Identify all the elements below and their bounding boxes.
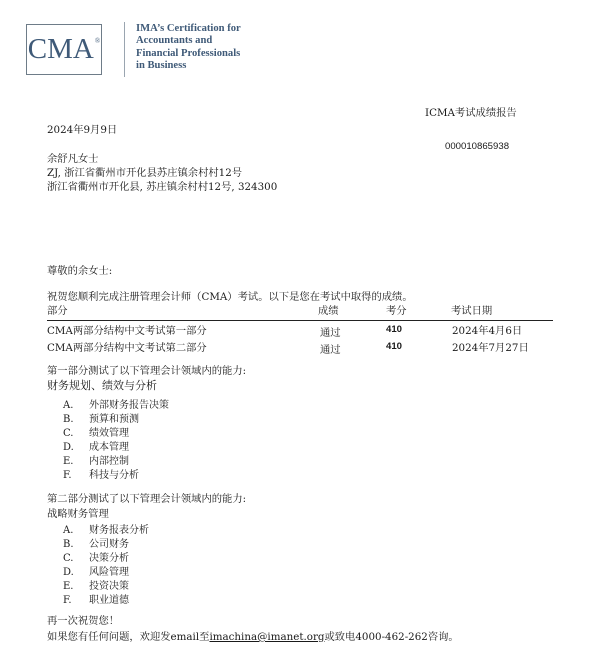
recipient-name: 余舒凡女士 xyxy=(47,153,99,165)
table-cell-section: CMA两部分结构中文考试第二部分 xyxy=(47,342,207,354)
contact-line xyxy=(47,628,459,643)
list-item: A. 财务报表分析 xyxy=(63,525,149,536)
contact-suffix: 或致电4000-462-262咨询。 xyxy=(324,631,459,643)
list-item: E. 内部控制 xyxy=(63,456,129,467)
table-header-section: 部分 xyxy=(47,305,68,317)
list-item: D. 风险管理 xyxy=(63,567,129,578)
table-cell-result: 通过 xyxy=(320,327,341,339)
table-header-date: 考试日期 xyxy=(451,305,493,317)
table-cell-score: 410 xyxy=(386,341,403,352)
part2-intro: 第二部分测试了以下管理会计领域内的能力: xyxy=(47,493,247,505)
recipient-address-line1: ZJ, 浙江省衢州市开化县苏庄镇余村村12号 xyxy=(47,167,243,179)
list-item: C. 绩效管理 xyxy=(63,428,129,439)
logo-tagline-line: Financial Professionals xyxy=(136,47,241,59)
report-date: 2024年9月9日 xyxy=(47,124,118,136)
table-cell-score: 410 xyxy=(386,324,403,335)
table-cell-date: 2024年4月6日 xyxy=(452,325,523,337)
part2-title: 战略财务管理 xyxy=(47,508,109,520)
cma-logo-mark: CMA® xyxy=(27,33,101,65)
list-item: D. 成本管理 xyxy=(63,442,129,453)
table-cell-date: 2024年7月27日 xyxy=(452,342,529,354)
table-header-score: 考分 xyxy=(386,305,407,317)
report-title: ICMA考试成绩报告 xyxy=(425,107,517,119)
table-cell-result: 通过 xyxy=(320,344,341,356)
report-number: 000010865938 xyxy=(445,141,510,152)
table-rule xyxy=(47,320,553,321)
list-item: B. 预算和预测 xyxy=(63,414,139,425)
logo-tagline-line: in Business xyxy=(136,60,187,72)
logo-tagline-line: Accountants and xyxy=(136,35,213,47)
intro-text: 祝贺您顺利完成注册管理会计师（CMA）考试。以下是您在考试中取得的成绩。 xyxy=(47,291,413,303)
list-item: E. 投资决策 xyxy=(63,581,129,592)
contact-email-link[interactable]: imachina@imanet.org xyxy=(209,631,325,643)
logo-tagline-line: IMA’s Certification for xyxy=(136,23,241,34)
logo-divider xyxy=(124,22,125,77)
part1-title: 财务规划、绩效与分析 xyxy=(47,379,157,392)
salutation: 尊敬的余女士: xyxy=(47,265,113,277)
list-item: C. 决策分析 xyxy=(63,553,129,564)
cma-logo xyxy=(26,24,102,75)
recipient-address-line2: 浙江省衢州市开化县, 苏庄镇余村村12号, 324300 xyxy=(47,181,278,193)
contact-prefix: 如果您有任何问题，欢迎发email至 xyxy=(47,631,210,643)
closing-text: 再一次祝贺您！ xyxy=(47,615,120,627)
table-cell-section: CMA两部分结构中文考试第一部分 xyxy=(47,325,207,337)
logo-tagline xyxy=(136,23,276,73)
list-item: F. 职业道德 xyxy=(63,595,129,606)
list-item: B. 公司财务 xyxy=(63,539,129,550)
list-item: F. 科技与分析 xyxy=(63,470,139,481)
table-header-result: 成绩 xyxy=(318,305,339,317)
list-item: A. 外部财务报告决策 xyxy=(63,400,169,411)
part1-intro: 第一部分测试了以下管理会计领域内的能力: xyxy=(47,365,247,377)
